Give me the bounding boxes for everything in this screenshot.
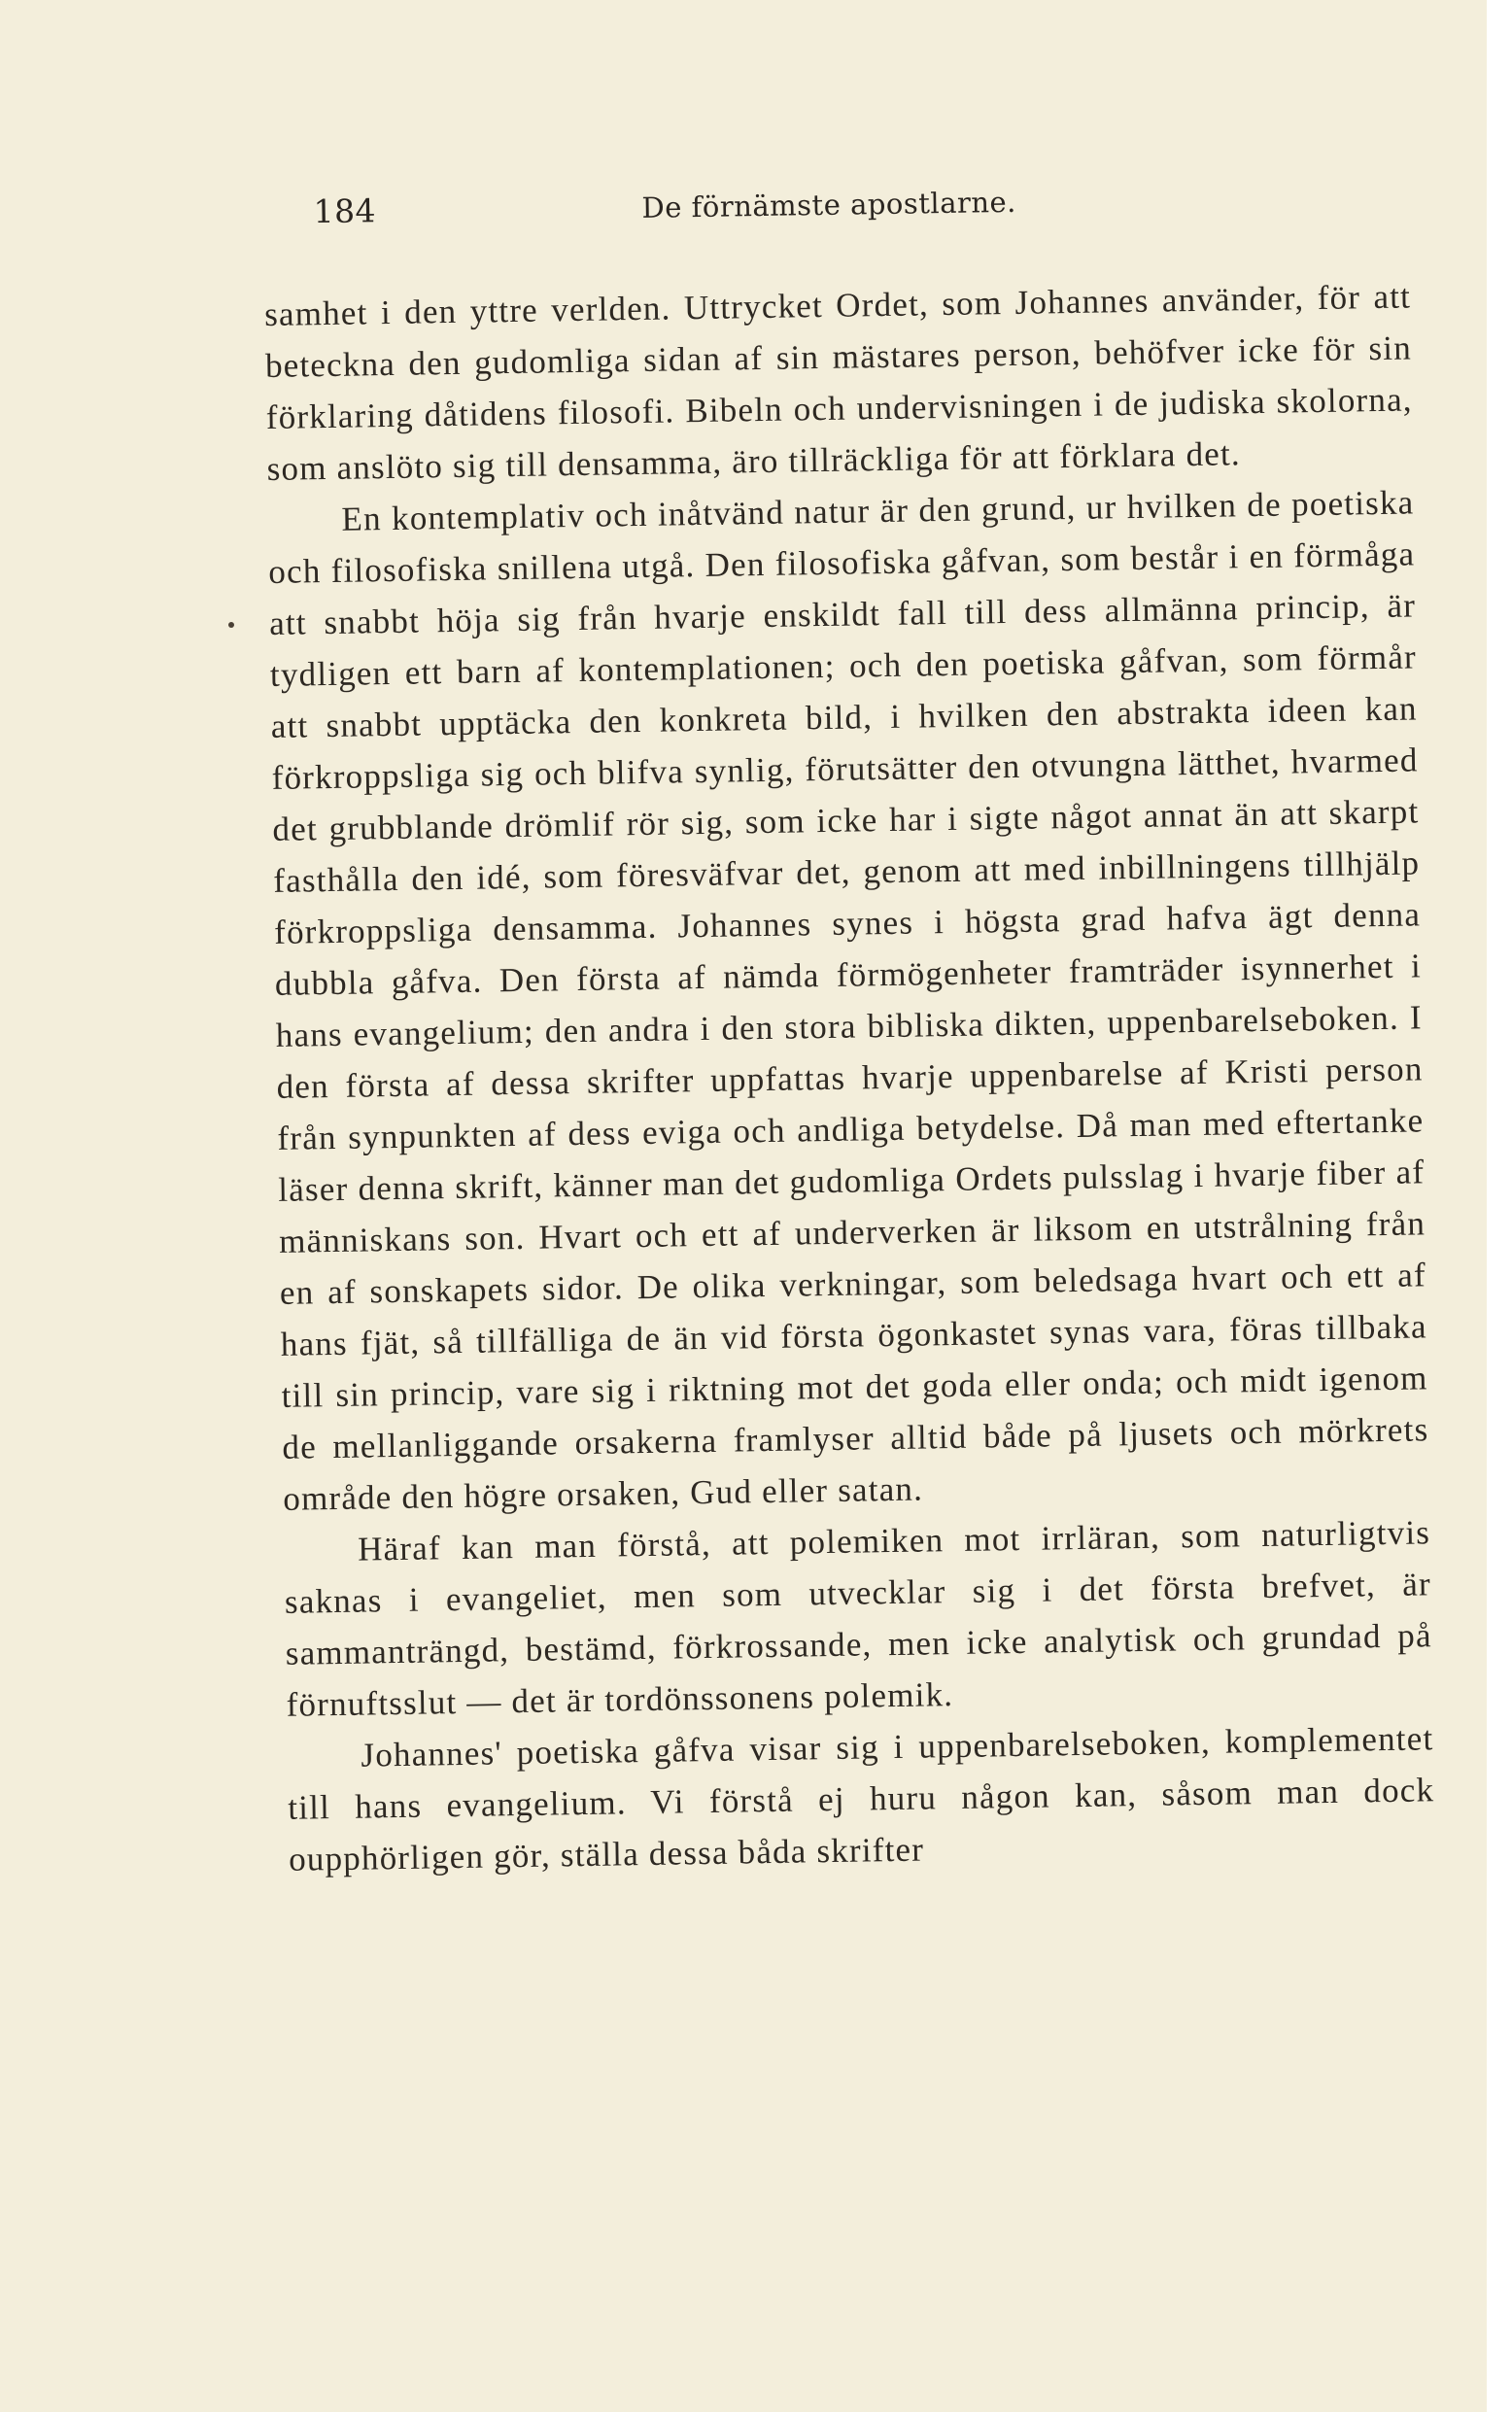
running-head (262, 161, 1410, 238)
paragraph: En kontemplativ och inåtvänd natur är den grund, ur hvilken de poetiska och filosofiska snillena utgå. Den filosofiska gåfvan, som består i en förmåga att snabbt höja sig från hvarje enskildt fall till dess allmänna princip, är tydligen ett barn af kontemplationen; och den poetiska gåfvan, som förmår att snabbt upptäcka den konkreta bild, i hvilken den abstrakta ideen kan förkroppsliga sig och blifva synlig, förutsätter den otvungna lätthet, hvarmed det grubblande drömlif rör sig, som icke har i sigte något annat än att skarpt fasthålla den idé, som föresväfvar det, genom att med inbillningens tillhjälp förkroppsliga densamma. Johannes synes i högsta grad hafva ägt denna dubbla gåfva. Den första af nämda förmögenheter framträder isynnerhet i hans evangelium; den andra i den stora bibliska dikten, uppenbarelseboken. I den första af dessa skrifter uppfattas hvarje uppenbarelse af Kristi person från synpunkten af dess eviga och andliga betydelse. Då man med eftertanke läser denna skrift, känner man det gudomliga Ordets pulsslag i hvarje fiber af människans son. Hvart och ett af underverken är liksom en utstrålning från en af sonskapets sidor. De olika verkningar, som beledsaga hvart och ett af hans fjät, så tillfälliga de än vid första ögonkastet synas vara, föras tillbaka till sin princip, vare sig i riktning mot det goda eller onda; och midt igenom de mellanliggande orsakerna framlyser alltid både på ljusets och mörkrets område den högre orsaken, Gud eller satan. (268, 483, 1429, 1518)
paragraph: Johannes' poetiska gåfva visar sig i uppenbarelseboken, komplementet till hans evangelium. Vi förstå ej huru någon kan, såsom man dock oupphörligen gör, ställa dessa båda skrifter (288, 1719, 1435, 1878)
running-title: De förnämste apostlarne. (641, 185, 1017, 224)
page-number: 184 (313, 191, 377, 231)
paragraph: Häraf kan man förstå, att polemiken mot irrläran, som naturligtvis saknas i evangeliet, men som utvecklar sig i det första brefvet, är sammanträngd, bestämd, förkrossande, men icke analytisk och grundad på förnuftsslut — det är tordönssonens polemik. (284, 1513, 1432, 1724)
paragraph: samhet i den yttre verlden. Uttrycket Ordet, som Johannes använder, för att beteckna den gudomliga sidan af sin mästares person, behöfver icke för sin förklaring dåtidens filosofi. Bibeln och undervisningen i de judiska skolorna, som anslöto sig till densamma, äro tillräckliga för att förklara det. (263, 277, 1414, 488)
book-page (262, 161, 1435, 1884)
margin-dot-mark (228, 622, 234, 628)
scan-edge (1487, 0, 1512, 2412)
body-text (264, 270, 1436, 1884)
